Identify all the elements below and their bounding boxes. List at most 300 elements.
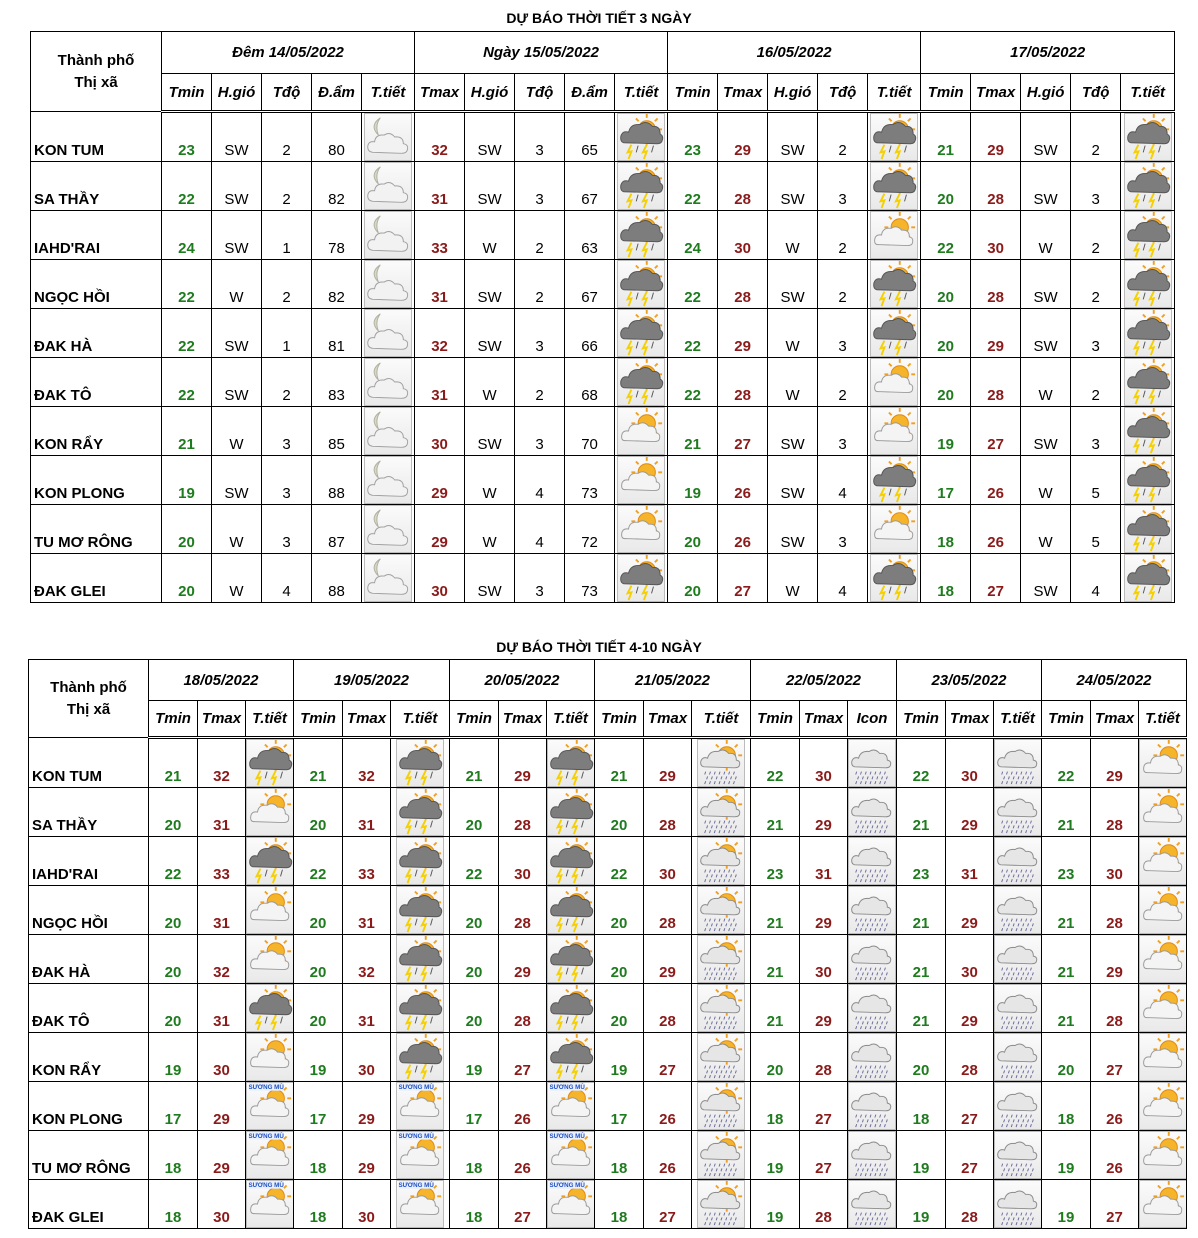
tmax-value: 28 <box>718 260 768 309</box>
tmax-value: 29 <box>971 112 1021 162</box>
weather-cell <box>692 984 751 1033</box>
sun-cloud-icon <box>870 407 918 455</box>
city-name: ĐAK GLEI <box>29 1180 149 1229</box>
date-header: 20/05/2022 <box>450 660 595 701</box>
wind-speed: 2 <box>515 260 565 309</box>
tmin-value: 22 <box>897 738 946 788</box>
wind-speed: 3 <box>818 309 868 358</box>
thunderstorm-icon <box>246 984 294 1032</box>
city-column-header: Thành phố Thị xã <box>29 660 149 738</box>
tmin-value: 18 <box>294 1131 343 1180</box>
thunderstorm-icon <box>870 554 918 602</box>
thunderstorm-icon <box>617 358 665 406</box>
tmax-value: 28 <box>1091 886 1139 935</box>
tmax-value: 31 <box>198 788 246 837</box>
tmin-value: 18 <box>751 1082 800 1131</box>
tmax-value: 27 <box>800 1082 848 1131</box>
city-name: IAHD'RAI <box>29 837 149 886</box>
tmin-value: 21 <box>1042 984 1091 1033</box>
tmin-value: 21 <box>1042 788 1091 837</box>
thunderstorm-icon <box>1124 260 1172 308</box>
column-header: Tmin <box>450 701 499 738</box>
tmax-value: 27 <box>800 1131 848 1180</box>
column-header: Tmin <box>921 74 971 112</box>
tmin-value: 20 <box>897 1033 946 1082</box>
weather-cell <box>868 309 921 358</box>
tmin-value: 21 <box>751 788 800 837</box>
wind-speed: 3 <box>1071 162 1121 211</box>
fog-icon <box>396 1131 444 1179</box>
rain-icon <box>848 1180 896 1228</box>
weather-cell <box>848 935 897 984</box>
tmin-value: 20 <box>294 788 343 837</box>
column-header: H.gió <box>1021 74 1071 112</box>
thunderstorm-icon <box>246 837 294 885</box>
thunderstorm-icon <box>617 211 665 259</box>
weather-cell <box>848 1180 897 1229</box>
night-cloud-icon <box>364 113 412 161</box>
tmin-value: 18 <box>921 554 971 603</box>
wind-speed: 2 <box>818 211 868 260</box>
thunderstorm-icon <box>870 113 918 161</box>
tmax-value: 29 <box>946 788 994 837</box>
tmax-value: 29 <box>800 886 848 935</box>
column-header: Tmin <box>595 701 644 738</box>
table-row <box>31 112 1175 162</box>
thunderstorm-icon <box>547 788 595 836</box>
weather-cell <box>1139 984 1187 1033</box>
tmax-value: 30 <box>499 837 547 886</box>
tmax-value: 29 <box>800 984 848 1033</box>
weather-cell <box>994 935 1042 984</box>
wind-speed: 3 <box>818 162 868 211</box>
tmax-value: 30 <box>718 211 768 260</box>
humidity: 72 <box>565 505 615 554</box>
weather-cell <box>692 886 751 935</box>
weather-cell <box>1139 738 1187 788</box>
tmin-value: 22 <box>162 309 212 358</box>
tmin-value: 19 <box>1042 1180 1091 1229</box>
weather-cell <box>1139 788 1187 837</box>
tmax-value: 26 <box>971 456 1021 505</box>
wind-direction: SW <box>212 112 262 162</box>
weather-cell <box>868 554 921 603</box>
wind-speed: 2 <box>818 260 868 309</box>
sun-cloud-icon <box>1139 984 1187 1032</box>
tmin-value: 18 <box>595 1131 644 1180</box>
night-cloud-icon <box>364 358 412 406</box>
weather-cell <box>1139 1082 1187 1131</box>
weather-cell <box>362 309 415 358</box>
date-header: 16/05/2022 <box>668 32 921 74</box>
weather-cell <box>391 886 450 935</box>
wind-direction: W <box>465 358 515 407</box>
weather-cell <box>615 211 668 260</box>
humidity: 68 <box>565 358 615 407</box>
tmax-value: 29 <box>946 886 994 935</box>
tmax-value: 28 <box>946 1033 994 1082</box>
weather-cell <box>868 456 921 505</box>
wind-speed: 2 <box>1071 112 1121 162</box>
tmin-value: 18 <box>595 1180 644 1229</box>
night-cloud-icon <box>364 554 412 602</box>
thunderstorm-icon <box>547 739 595 787</box>
weather-cell <box>246 837 294 886</box>
night-cloud-icon <box>364 162 412 210</box>
tmax-value: 32 <box>343 738 391 788</box>
sun-cloud-icon <box>1139 837 1187 885</box>
tmax-value: 30 <box>971 211 1021 260</box>
tmax-value: 32 <box>343 935 391 984</box>
weather-cell <box>362 505 415 554</box>
wind-speed: 2 <box>262 112 312 162</box>
weather-cell <box>391 1131 450 1180</box>
table-row <box>31 456 1175 505</box>
tmin-value: 19 <box>897 1131 946 1180</box>
column-header: Tmax <box>343 701 391 738</box>
tmin-value: 20 <box>595 788 644 837</box>
fog-icon <box>246 1131 294 1179</box>
weather-cell <box>362 162 415 211</box>
sun-rain-icon <box>697 1131 745 1179</box>
tmax-value: 31 <box>415 162 465 211</box>
tmin-value: 19 <box>294 1033 343 1082</box>
wind-direction: SW <box>768 260 818 309</box>
table-row <box>31 162 1175 211</box>
humidity: 73 <box>565 554 615 603</box>
tmin-value: 19 <box>921 407 971 456</box>
wind-speed: 4 <box>515 505 565 554</box>
weather-cell <box>994 1131 1042 1180</box>
wind-speed: 3 <box>818 407 868 456</box>
rain-icon <box>994 1180 1042 1228</box>
humidity: 87 <box>312 505 362 554</box>
humidity: 65 <box>565 112 615 162</box>
tmin-value: 19 <box>897 1180 946 1229</box>
tmax-value: 29 <box>499 738 547 788</box>
sun-cloud-icon <box>617 456 665 504</box>
wind-direction: SW <box>212 211 262 260</box>
rain-icon <box>994 739 1042 787</box>
tmin-value: 22 <box>1042 738 1091 788</box>
sun-rain-icon <box>697 984 745 1032</box>
date-header: 23/05/2022 <box>897 660 1042 701</box>
humidity: 70 <box>565 407 615 456</box>
sun-cloud-icon <box>617 407 665 455</box>
wind-direction: SW <box>1021 309 1071 358</box>
tmax-value: 29 <box>946 984 994 1033</box>
tmin-value: 20 <box>595 984 644 1033</box>
tmin-value: 21 <box>668 407 718 456</box>
weather-cell <box>692 1033 751 1082</box>
wind-direction: SW <box>768 456 818 505</box>
weather-cell <box>391 935 450 984</box>
wind-direction: SW <box>768 112 818 162</box>
weather-cell <box>547 1180 595 1229</box>
humidity: 81 <box>312 309 362 358</box>
tmax-value: 29 <box>499 935 547 984</box>
tmin-value: 22 <box>668 309 718 358</box>
thunderstorm-icon <box>396 886 444 934</box>
wind-direction: SW <box>465 309 515 358</box>
tmax-value: 27 <box>718 554 768 603</box>
tmin-value: 20 <box>450 935 499 984</box>
weather-cell <box>391 837 450 886</box>
weather-cell <box>547 1131 595 1180</box>
tmin-value: 18 <box>149 1180 198 1229</box>
date-header: 19/05/2022 <box>294 660 450 701</box>
sun-cloud-icon <box>870 211 918 259</box>
tmax-value: 32 <box>415 112 465 162</box>
thunderstorm-icon <box>1124 309 1172 357</box>
column-header: Tmin <box>162 74 212 112</box>
tmin-value: 17 <box>450 1082 499 1131</box>
tmin-value: 21 <box>450 738 499 788</box>
tmax-value: 31 <box>946 837 994 886</box>
tmin-value: 21 <box>595 738 644 788</box>
wind-direction: SW <box>465 554 515 603</box>
column-header: Tmax <box>946 701 994 738</box>
wind-direction: W <box>212 407 262 456</box>
wind-speed: 5 <box>1071 456 1121 505</box>
tmax-value: 32 <box>198 738 246 788</box>
weather-cell <box>848 788 897 837</box>
date-header: 22/05/2022 <box>751 660 897 701</box>
thunderstorm-icon <box>396 837 444 885</box>
weather-cell <box>362 358 415 407</box>
tmin-value: 20 <box>149 788 198 837</box>
weather-cell <box>848 738 897 788</box>
wind-speed: 3 <box>262 456 312 505</box>
tmax-value: 28 <box>1091 984 1139 1033</box>
thunderstorm-icon <box>1124 162 1172 210</box>
column-header: Tmax <box>800 701 848 738</box>
rain-icon <box>994 788 1042 836</box>
column-header: T.tiết <box>547 701 595 738</box>
weather-cell <box>692 1180 751 1229</box>
weather-cell <box>547 984 595 1033</box>
table-row <box>29 886 1187 935</box>
wind-speed: 3 <box>1071 407 1121 456</box>
wind-speed: 2 <box>818 112 868 162</box>
tmin-value: 20 <box>149 935 198 984</box>
tmin-value: 22 <box>921 211 971 260</box>
tmin-value: 22 <box>751 738 800 788</box>
table-row <box>31 211 1175 260</box>
tmin-value: 21 <box>1042 886 1091 935</box>
humidity: 67 <box>565 260 615 309</box>
table-row <box>29 837 1187 886</box>
svg-text:SƯƠNG MÙ: SƯƠNG MÙ <box>248 1182 284 1190</box>
sun-cloud-icon <box>1139 788 1187 836</box>
tmin-value: 20 <box>595 886 644 935</box>
sun-cloud-icon <box>246 1033 294 1081</box>
thunderstorm-icon <box>617 309 665 357</box>
weather-cell <box>547 788 595 837</box>
humidity: 63 <box>565 211 615 260</box>
svg-text:SƯƠNG MÙ: SƯƠNG MÙ <box>248 1133 284 1141</box>
weather-cell <box>1121 456 1175 505</box>
weather-cell <box>994 1180 1042 1229</box>
wind-direction: W <box>1021 358 1071 407</box>
tmax-value: 26 <box>499 1082 547 1131</box>
table-row <box>31 358 1175 407</box>
tmin-value: 22 <box>162 162 212 211</box>
tmax-value: 29 <box>971 309 1021 358</box>
tmax-value: 31 <box>343 984 391 1033</box>
svg-text:SƯƠNG MÙ: SƯƠNG MÙ <box>248 1084 284 1092</box>
tmin-value: 19 <box>751 1131 800 1180</box>
weather-cell <box>615 554 668 603</box>
tmax-value: 29 <box>198 1131 246 1180</box>
column-header: Tđộ <box>262 74 312 112</box>
sun-rain-icon <box>697 837 745 885</box>
thunderstorm-icon <box>1124 211 1172 259</box>
weather-cell <box>1121 260 1175 309</box>
tmin-value: 21 <box>921 112 971 162</box>
weather-cell <box>615 162 668 211</box>
tmin-value: 20 <box>294 935 343 984</box>
column-header: T.tiết <box>615 74 668 112</box>
wind-speed: 2 <box>1071 260 1121 309</box>
tmin-value: 20 <box>149 984 198 1033</box>
wind-direction: W <box>1021 456 1071 505</box>
wind-direction: W <box>212 505 262 554</box>
weather-cell <box>1139 1131 1187 1180</box>
tmin-value: 22 <box>149 837 198 886</box>
weather-cell <box>246 984 294 1033</box>
wind-speed: 3 <box>515 309 565 358</box>
weather-cell <box>1121 162 1175 211</box>
rain-icon <box>994 1033 1042 1081</box>
thunderstorm-icon <box>617 162 665 210</box>
tmin-value: 18 <box>450 1180 499 1229</box>
rain-icon <box>994 837 1042 885</box>
column-header: Tđộ <box>818 74 868 112</box>
tmin-value: 18 <box>149 1131 198 1180</box>
tmax-value: 30 <box>800 738 848 788</box>
weather-cell <box>692 1131 751 1180</box>
city-name: ĐAK TÔ <box>31 358 162 407</box>
city-name: KON PLONG <box>29 1082 149 1131</box>
tmax-value: 30 <box>415 554 465 603</box>
date-header: 21/05/2022 <box>595 660 751 701</box>
thunderstorm-icon <box>1124 456 1172 504</box>
thunderstorm-icon <box>617 554 665 602</box>
tmax-value: 29 <box>415 456 465 505</box>
column-header: T.tiết <box>246 701 294 738</box>
tmin-value: 24 <box>668 211 718 260</box>
wind-direction: W <box>212 260 262 309</box>
fog-icon <box>547 1082 595 1130</box>
tmax-value: 28 <box>644 886 692 935</box>
tmax-value: 31 <box>343 788 391 837</box>
tmin-value: 21 <box>897 935 946 984</box>
weather-cell <box>246 935 294 984</box>
weather-cell <box>362 407 415 456</box>
sun-rain-icon <box>697 1180 745 1228</box>
wind-direction: W <box>768 211 818 260</box>
sun-rain-icon <box>697 886 745 934</box>
tmax-value: 30 <box>198 1180 246 1229</box>
column-header: Tmax <box>415 74 465 112</box>
wind-direction: SW <box>465 407 515 456</box>
wind-direction: W <box>212 554 262 603</box>
weather-cell <box>547 1033 595 1082</box>
tmax-value: 31 <box>415 358 465 407</box>
tmax-value: 31 <box>800 837 848 886</box>
tmin-value: 20 <box>921 358 971 407</box>
column-header: Tmax <box>499 701 547 738</box>
table-row <box>29 1082 1187 1131</box>
svg-text:SƯƠNG MÙ: SƯƠNG MÙ <box>549 1133 585 1141</box>
weather-cell <box>615 456 668 505</box>
weather-cell <box>547 935 595 984</box>
weather-cell <box>848 1033 897 1082</box>
table-row <box>31 554 1175 603</box>
tmax-value: 29 <box>1091 935 1139 984</box>
sun-cloud-icon <box>1139 739 1187 787</box>
column-header: Tmin <box>294 701 343 738</box>
wind-direction: SW <box>768 505 818 554</box>
weather-cell <box>692 837 751 886</box>
tmin-value: 22 <box>294 837 343 886</box>
wind-direction: SW <box>1021 112 1071 162</box>
weather-cell <box>246 1180 294 1229</box>
weather-cell <box>868 211 921 260</box>
tmax-value: 27 <box>971 554 1021 603</box>
weather-cell <box>1121 554 1175 603</box>
thunderstorm-icon <box>870 309 918 357</box>
forecast-3day-title: DỰ BÁO THỜI TIẾT 3 NGÀY <box>506 10 692 26</box>
weather-cell <box>868 407 921 456</box>
tmax-value: 26 <box>499 1131 547 1180</box>
tmax-value: 26 <box>644 1131 692 1180</box>
city-name: TU MƠ RÔNG <box>29 1131 149 1180</box>
weather-cell <box>615 309 668 358</box>
tmax-value: 33 <box>343 837 391 886</box>
tmax-value: 28 <box>971 162 1021 211</box>
weather-cell <box>547 886 595 935</box>
city-name: NGỌC HỒI <box>31 260 162 309</box>
table-row <box>29 1180 1187 1229</box>
rain-icon <box>848 886 896 934</box>
column-header: T.tiết <box>1121 74 1175 112</box>
tmin-value: 17 <box>595 1082 644 1131</box>
humidity: 82 <box>312 162 362 211</box>
tmin-value: 23 <box>751 837 800 886</box>
tmax-value: 28 <box>499 886 547 935</box>
tmin-value: 19 <box>668 456 718 505</box>
tmax-value: 33 <box>415 211 465 260</box>
rain-icon <box>848 935 896 983</box>
weather-cell <box>1121 358 1175 407</box>
weather-cell <box>547 738 595 788</box>
wind-speed: 4 <box>1071 554 1121 603</box>
night-cloud-icon <box>364 309 412 357</box>
weather-cell <box>246 788 294 837</box>
wind-direction: SW <box>212 358 262 407</box>
wind-direction: W <box>1021 211 1071 260</box>
weather-cell <box>994 886 1042 935</box>
tmin-value: 21 <box>751 886 800 935</box>
rain-icon <box>848 1033 896 1081</box>
wind-speed: 2 <box>515 358 565 407</box>
weather-cell <box>1139 1180 1187 1229</box>
weather-cell <box>391 1180 450 1229</box>
wind-speed: 5 <box>1071 505 1121 554</box>
tmax-value: 26 <box>718 505 768 554</box>
